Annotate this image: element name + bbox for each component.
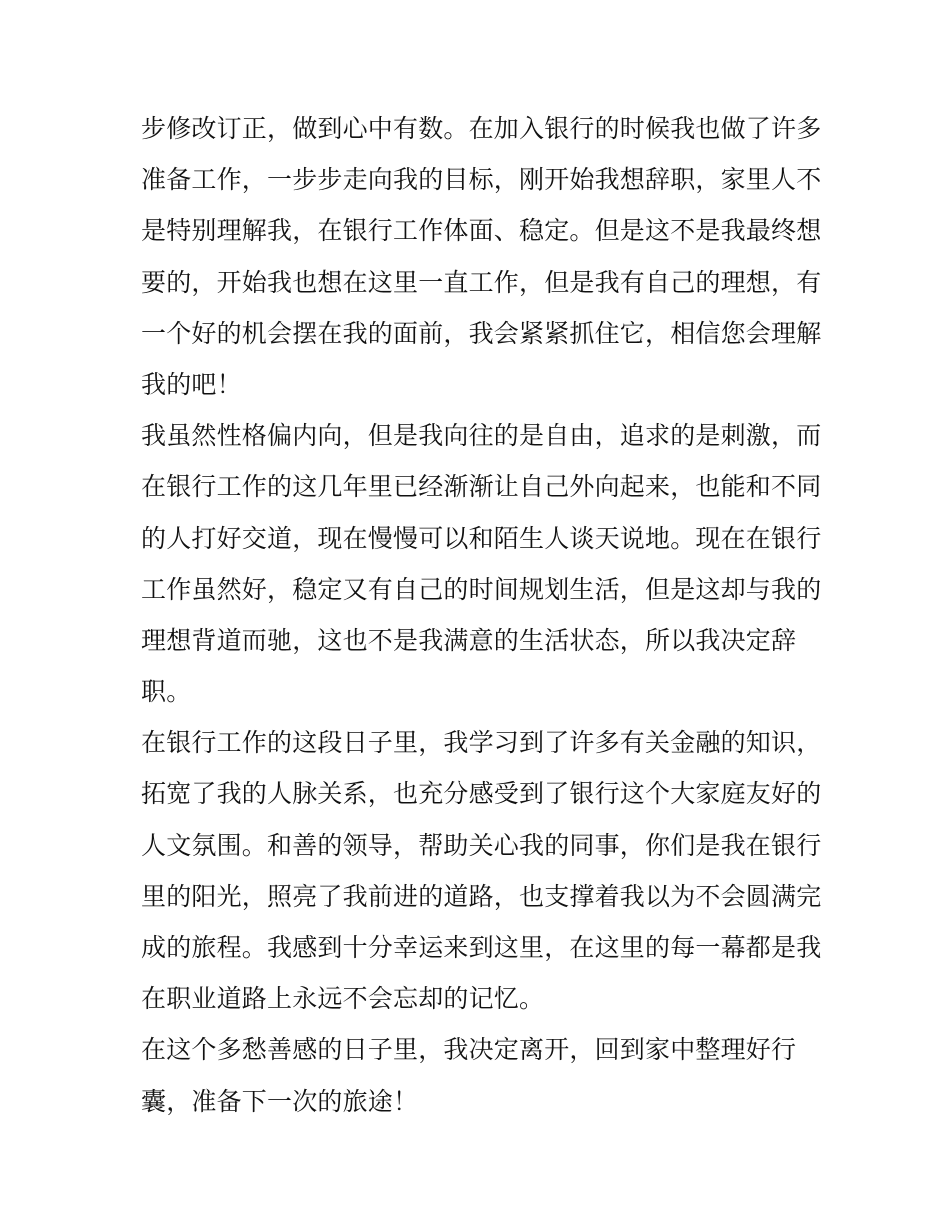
text-line: 理想背道而驰，这也不是我满意的生活状态，所以我决定辞 [141, 625, 797, 655]
text-line: 工作虽然好，稳定又有自己的时间规划生活，但是这却与我的 [141, 574, 822, 604]
text-line: 我虽然性格偏内向，但是我向往的是自由，追求的是刺激，而 [141, 421, 822, 451]
text-line: 拓宽了我的人脉关系，也充分感受到了银行这个大家庭友好的 [141, 779, 822, 809]
text-line: 人文氛围。和善的领导，帮助关心我的同事，你们是我在银行 [141, 830, 822, 860]
body-text [141, 103, 821, 1127]
text-line: 的人打好交道，现在慢慢可以和陌生人谈天说地。现在在银行 [141, 523, 822, 553]
text-line: 囊，准备下一次的旅途！ [141, 1086, 419, 1116]
text-line: 我的吧！ [141, 369, 242, 399]
text-line: 一个好的机会摆在我的面前，我会紧紧抓住它，相信您会理解 [141, 318, 822, 348]
text-line: 在银行工作的这几年里已经渐渐让自己外向起来，也能和不同 [141, 472, 822, 502]
text-line: 步修改订正，做到心中有数。在加入银行的时候我也做了许多 [141, 114, 822, 143]
text-line: 准备工作，一步步走向我的目标，刚开始我想辞职，家里人不 [141, 165, 822, 195]
text-line: 职。 [141, 677, 192, 707]
text-line: 是特别理解我，在银行工作体面、稳定。但是这不是我最终想 [141, 216, 822, 246]
text-line: 成的旅程。我感到十分幸运来到这里，在这里的每一幕都是我 [141, 933, 822, 962]
text-line: 在这个多愁善感的日子里，我决定离开，回到家中整理好行 [141, 1035, 797, 1065]
text-line: 里的阳光，照亮了我前进的道路，也支撑着我以为不会圆满完 [141, 881, 822, 911]
text-line: 要的，开始我也想在这里一直工作，但是我有自己的理想，有 [141, 267, 822, 297]
text-line: 在银行工作的这段日子里，我学习到了许多有关金融的知识， [141, 728, 822, 758]
text-line: 在职业道路上永远不会忘却的记忆。 [141, 984, 545, 1014]
